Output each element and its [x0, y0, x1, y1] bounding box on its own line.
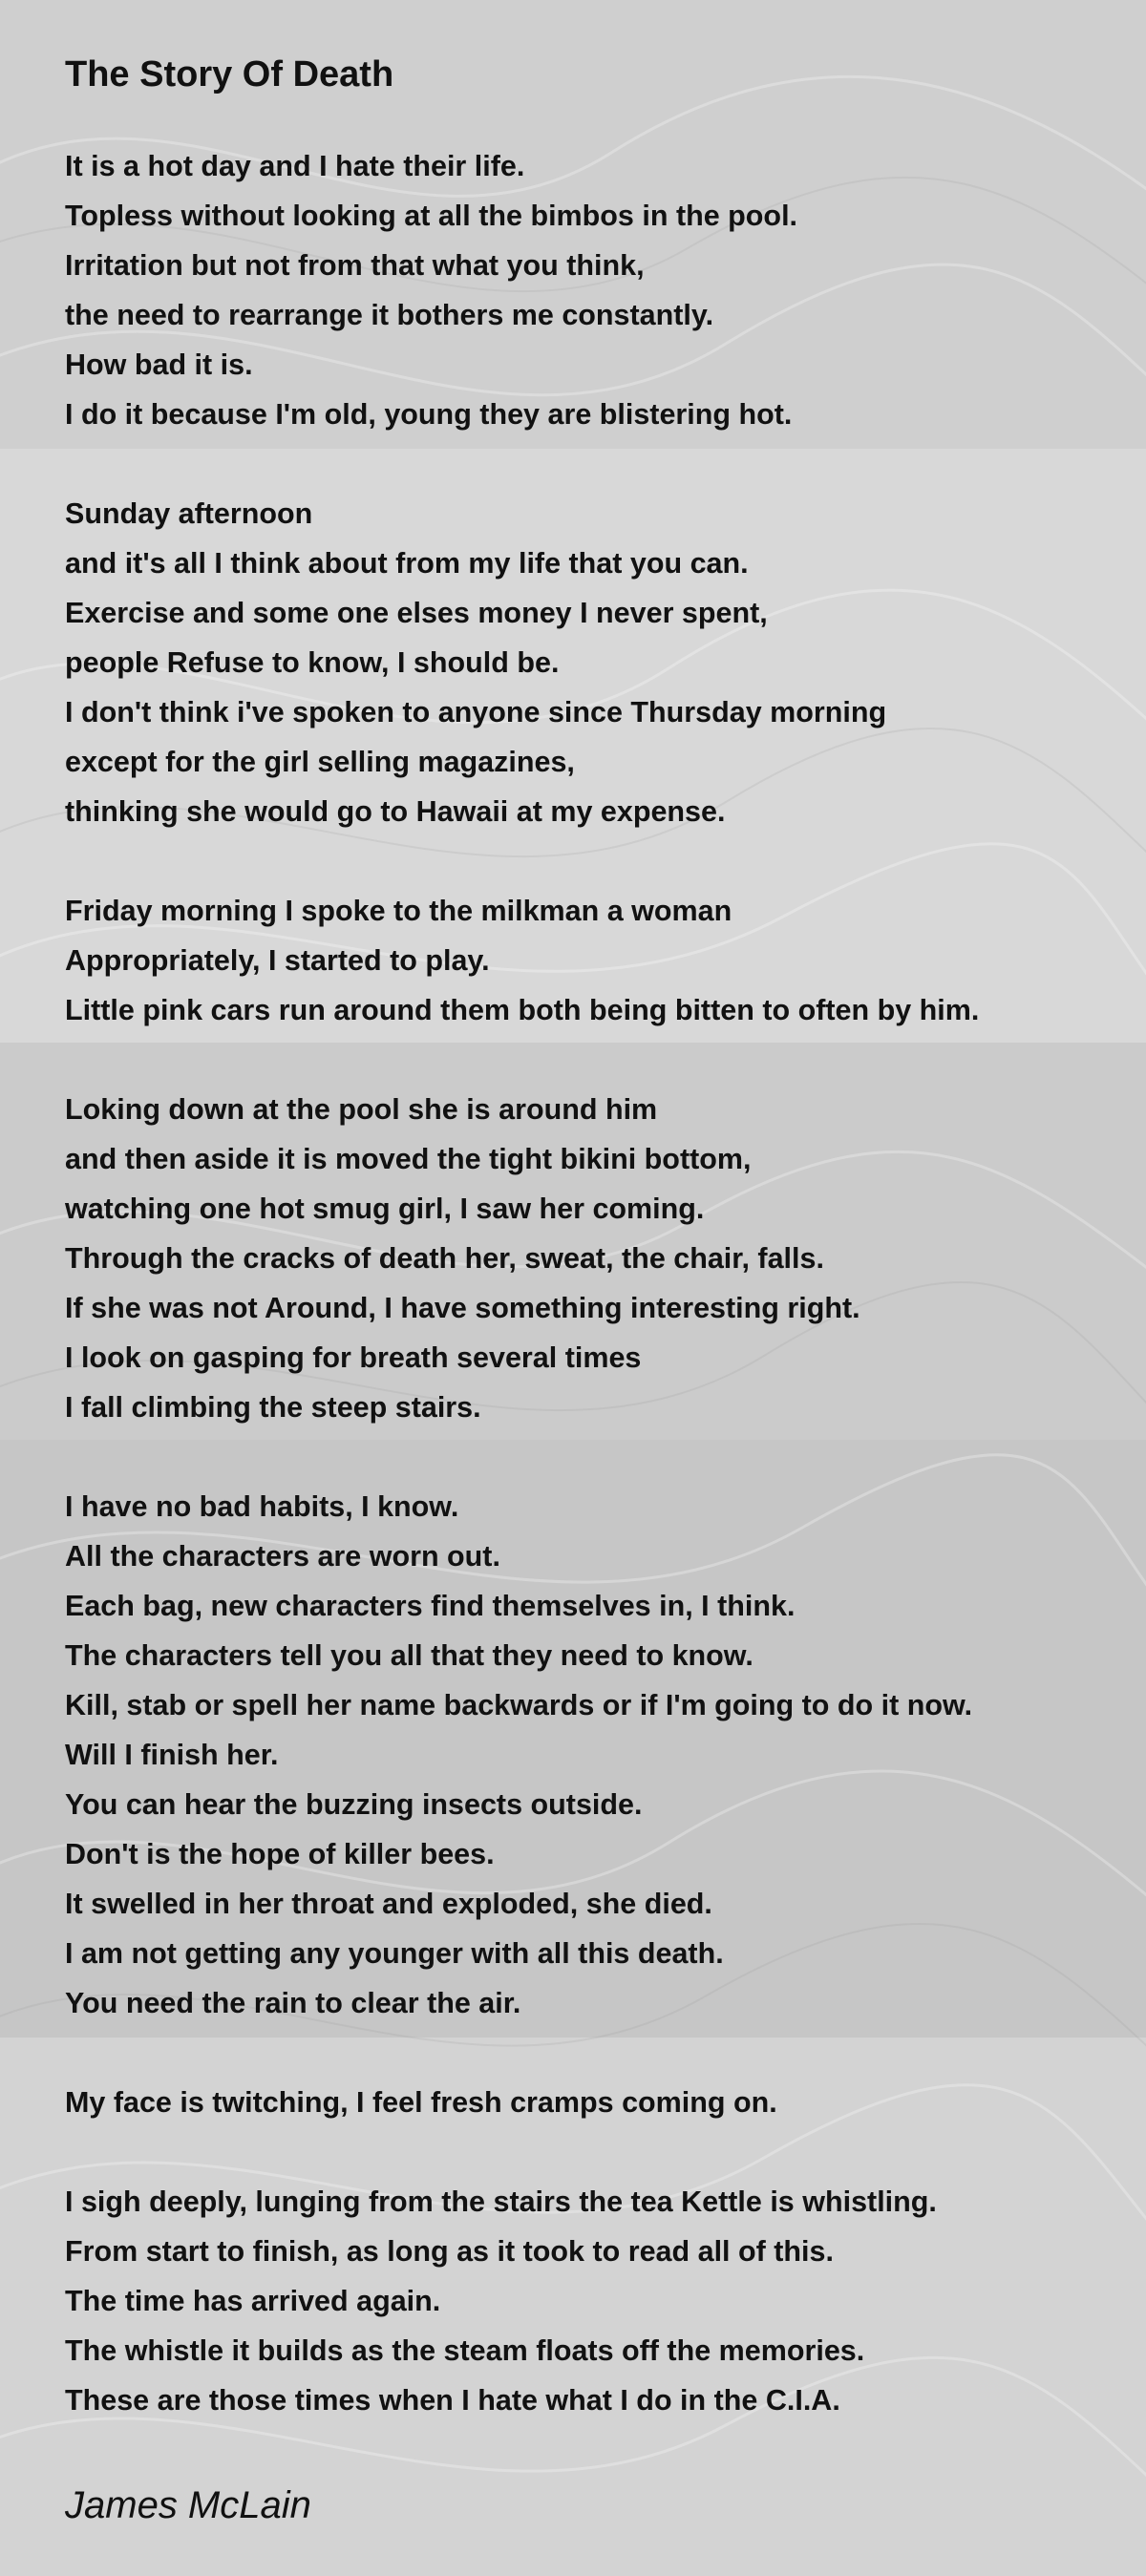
poem-line: These are those times when I hate what I do in the C.I.A. [65, 2384, 840, 2417]
poem-line: Through the cracks of death her, sweat, the chair, falls. [65, 1242, 824, 1275]
poem-line: Loking down at the pool she is around him [65, 1093, 658, 1126]
poem-line: Each bag, new characters find themselves in, I think. [65, 1590, 796, 1622]
poem-line: My face is twitching, I feel fresh cramps coming on. [65, 2086, 777, 2119]
poem-line: I am not getting any younger with all this death. [65, 1937, 724, 1970]
poem-line: watching one hot smug girl, I saw her coming. [65, 1193, 705, 1225]
poem-line: If she was not Around, I have something interesting right. [65, 1292, 860, 1324]
poem-line: people Refuse to know, I should be. [65, 646, 560, 679]
stanza [65, 489, 886, 836]
poem-line: I don't think i've spoken to anyone since Thursday morning [65, 696, 887, 728]
stanza [65, 886, 979, 1035]
poem-line: Friday morning I spoke to the milkman a woman [65, 895, 732, 927]
poem-line: You need the rain to clear the air. [65, 1987, 521, 2019]
poem-author: James McLain [65, 2484, 311, 2526]
poem-line: thinking she would go to Hawaii at my expense. [65, 795, 726, 828]
poem-line: You can hear the buzzing insects outside. [65, 1788, 643, 1821]
poem-line: The whistle it builds as the steam floats off the memories. [65, 2334, 865, 2367]
poem-line: Little pink cars run around them both being bitten to often by him. [65, 994, 980, 1026]
poem-line: except for the girl selling magazines, [65, 746, 575, 778]
poem-line: the need to rearrange it bothers me constantly. [65, 299, 714, 331]
poem-line: I look on gasping for breath several times [65, 1341, 642, 1374]
poem-line: It swelled in her throat and exploded, she died. [65, 1888, 712, 1920]
poem-line: The time has arrived again. [65, 2285, 441, 2317]
poem-line: I do it because I'm old, young they are blistering hot. [65, 398, 793, 431]
stanza [65, 2177, 937, 2425]
poem-line: Will I finish her. [65, 1739, 279, 1771]
poem-line: Appropriately, I started to play. [65, 944, 490, 977]
poem-line: It is a hot day and I hate their life. [65, 150, 525, 182]
poem-line: How bad it is. [65, 348, 253, 381]
poem-title: The Story Of Death [65, 54, 394, 95]
stanza [65, 1482, 972, 2028]
poem-line: Don't is the hope of killer bees. [65, 1838, 495, 1870]
poem-line: I have no bad habits, I know. [65, 1490, 459, 1523]
poem-line: and then aside it is moved the tight bikini bottom, [65, 1143, 752, 1175]
stanza [65, 1085, 860, 1432]
poem-line: From start to finish, as long as it took to read all of this. [65, 2235, 834, 2268]
poem-line: Exercise and some one elses money I never spent, [65, 597, 768, 629]
poem-line: Topless without looking at all the bimbos in the pool. [65, 200, 798, 232]
poem-line: All the characters are worn out. [65, 1540, 500, 1573]
poem-line: I sigh deeply, lunging from the stairs the tea Kettle is whistling. [65, 2185, 937, 2218]
poem-line: and it's all I think about from my life that you can. [65, 547, 749, 580]
stanza [65, 2078, 777, 2127]
poem-line: Irritation but not from that what you think, [65, 249, 645, 282]
poem-line: The characters tell you all that they need to know. [65, 1639, 753, 1672]
poem-line: I fall climbing the steep stairs. [65, 1391, 481, 1424]
stanza [65, 141, 797, 439]
poem-line: Kill, stab or spell her name backwards or if I'm going to do it now. [65, 1689, 973, 1721]
poem-line: Sunday afternoon [65, 497, 313, 530]
